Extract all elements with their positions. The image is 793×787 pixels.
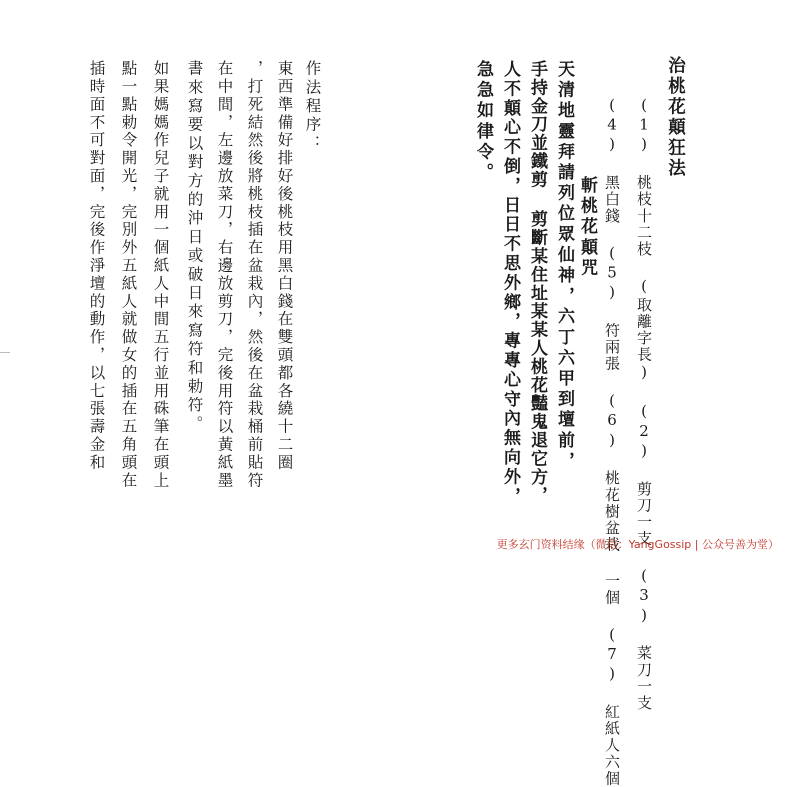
procedure-line-5: 如果媽媽作兒子就用一個紙人中間五行並用硃筆在頭上 — [151, 60, 170, 490]
materials-line-2: (4) 黑白錢 (5) 符兩張 (6) 桃花樹盆栽 一個 (7) 紅紙人六個 — [603, 96, 621, 787]
materials-line-1: (1) 桃枝十二枝 (取離字長) (2) 剪刀一支 (3) 菜刀一支 — [635, 96, 653, 712]
footer-credit: 更多玄门资料结缘（微信：YangGossip | 公众号善为堂） — [496, 538, 779, 551]
procedure-line-2: ，打死結然後將桃枝插在盆栽內，然後在盆栽桶前貼符 — [245, 60, 264, 490]
spell-line-3: 人不顛心不倒，日日不思外鄉，專專心守內無向外， — [500, 60, 520, 507]
procedure-line-4: 書來寫要以對方的沖日或破日來寫符和勅符。 — [185, 60, 204, 434]
procedure-line-3: 在中間，左邊放菜刀，右邊放剪刀，完後用符以黃紙墨 — [215, 60, 234, 490]
procedure-heading: 作法程序： — [303, 60, 322, 154]
spell-line-1: 天清地靈拜請列位眾仙神，六丁六甲到壇前， — [554, 60, 574, 472]
spell-line-4: 急急如律令。 — [473, 60, 493, 184]
procedure-line-1: 東西準備好排好後桃枝用黑白錢在雙頭都各繞十二圈 — [275, 60, 294, 472]
spell-title: 斬桃花顛咒 — [577, 176, 597, 279]
scan-mark — [0, 352, 10, 353]
procedure-line-6: 點一點勅令開光，完別外五紙人就做女的插在五角頭在 — [119, 60, 138, 490]
right-page-title: 治桃花顛狂法 — [665, 56, 686, 179]
procedure-line-7: 插時面不可對面，完後作淨壇的動作，以七張壽金和 — [87, 60, 106, 472]
spell-line-2: 手持金刀並鐵剪 剪斷某住址某某人桃花豔鬼退它方， — [527, 60, 547, 505]
